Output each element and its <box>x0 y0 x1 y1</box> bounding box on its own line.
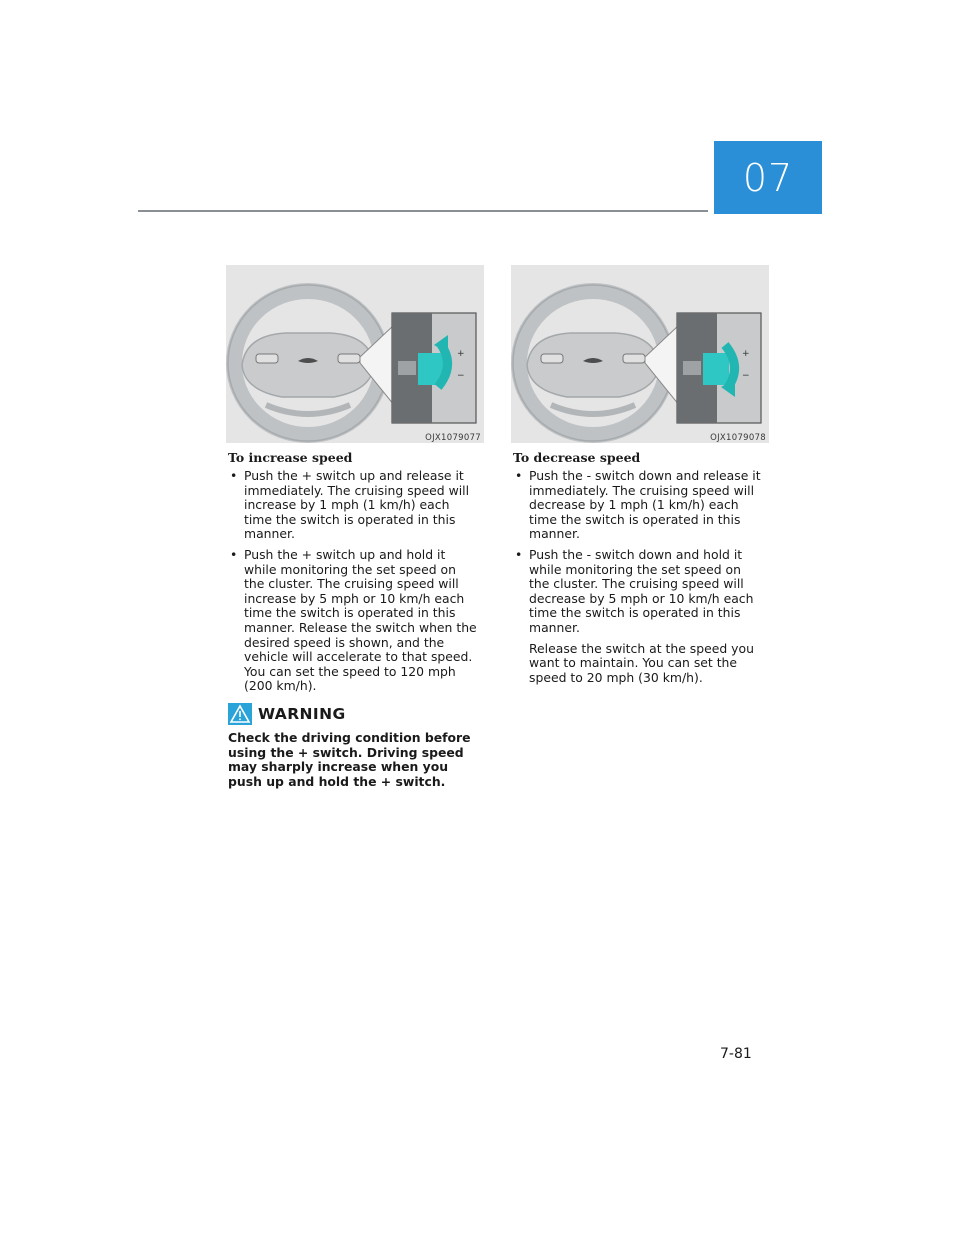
figure-decrease-speed <box>511 265 769 443</box>
figure-code: OJX1079077 <box>425 433 481 443</box>
bullet-list <box>513 469 765 636</box>
warning-header <box>228 703 484 725</box>
steering-wheel-illustration <box>226 265 484 443</box>
switch-minus-label: − <box>457 371 465 381</box>
section-heading: To increase speed <box>228 450 353 465</box>
warning-title: WARNING <box>258 705 346 723</box>
switch-plus-label: + <box>457 349 465 359</box>
switch-plus-label: + <box>742 349 750 359</box>
warning-triangle-icon <box>228 703 252 725</box>
decrease-speed-section <box>513 450 765 685</box>
chapter-tab <box>714 141 822 214</box>
warning-body: Check the driving condition before using the + switch. Driving speed may sharply increase when you push up and hold the + switch. <box>228 730 471 789</box>
figure-code: OJX1079078 <box>710 433 766 443</box>
bullet-list <box>228 469 480 694</box>
list-item: • Push the - switch down and hold it while monitoring the set speed on the cluster. The cruising speed will decrease by 5 mph or 10 km/h each time the switch is operated in this manner. <box>513 548 765 636</box>
increase-speed-section <box>228 450 480 700</box>
section-heading: To decrease speed <box>513 450 641 465</box>
header-rule <box>138 210 708 212</box>
list-item: • Push the + switch up and release it immediately. The cruising speed will increase by 1 mph (1 km/h) each time the switch is operated in this manner. <box>228 469 480 542</box>
list-item: • Push the + switch up and hold it while monitoring the set speed on the cluster. The cruising speed will increase by 5 mph or 10 km/h each time the switch is operated in this manner. Release the switch when the desired speed is shown, and the vehicle will accelerate to that speed. You can set the speed to 120 mph (200 km/h). <box>228 548 480 694</box>
figure-increase-speed <box>226 265 484 443</box>
warning-box <box>228 703 484 789</box>
steering-wheel-illustration <box>511 265 769 443</box>
switch-minus-label: − <box>742 371 750 381</box>
chapter-number: 07 <box>742 155 794 200</box>
page-number: 7-81 <box>720 1046 752 1062</box>
list-item: • Push the - switch down and release it immediately. The cruising speed will decrease by 1 mph (1 km/h) each time the switch is operated in this manner. <box>513 469 765 542</box>
continuation-paragraph: Release the switch at the speed you want to maintain. You can set the speed to 20 mph (30 km/h). <box>529 640 754 685</box>
